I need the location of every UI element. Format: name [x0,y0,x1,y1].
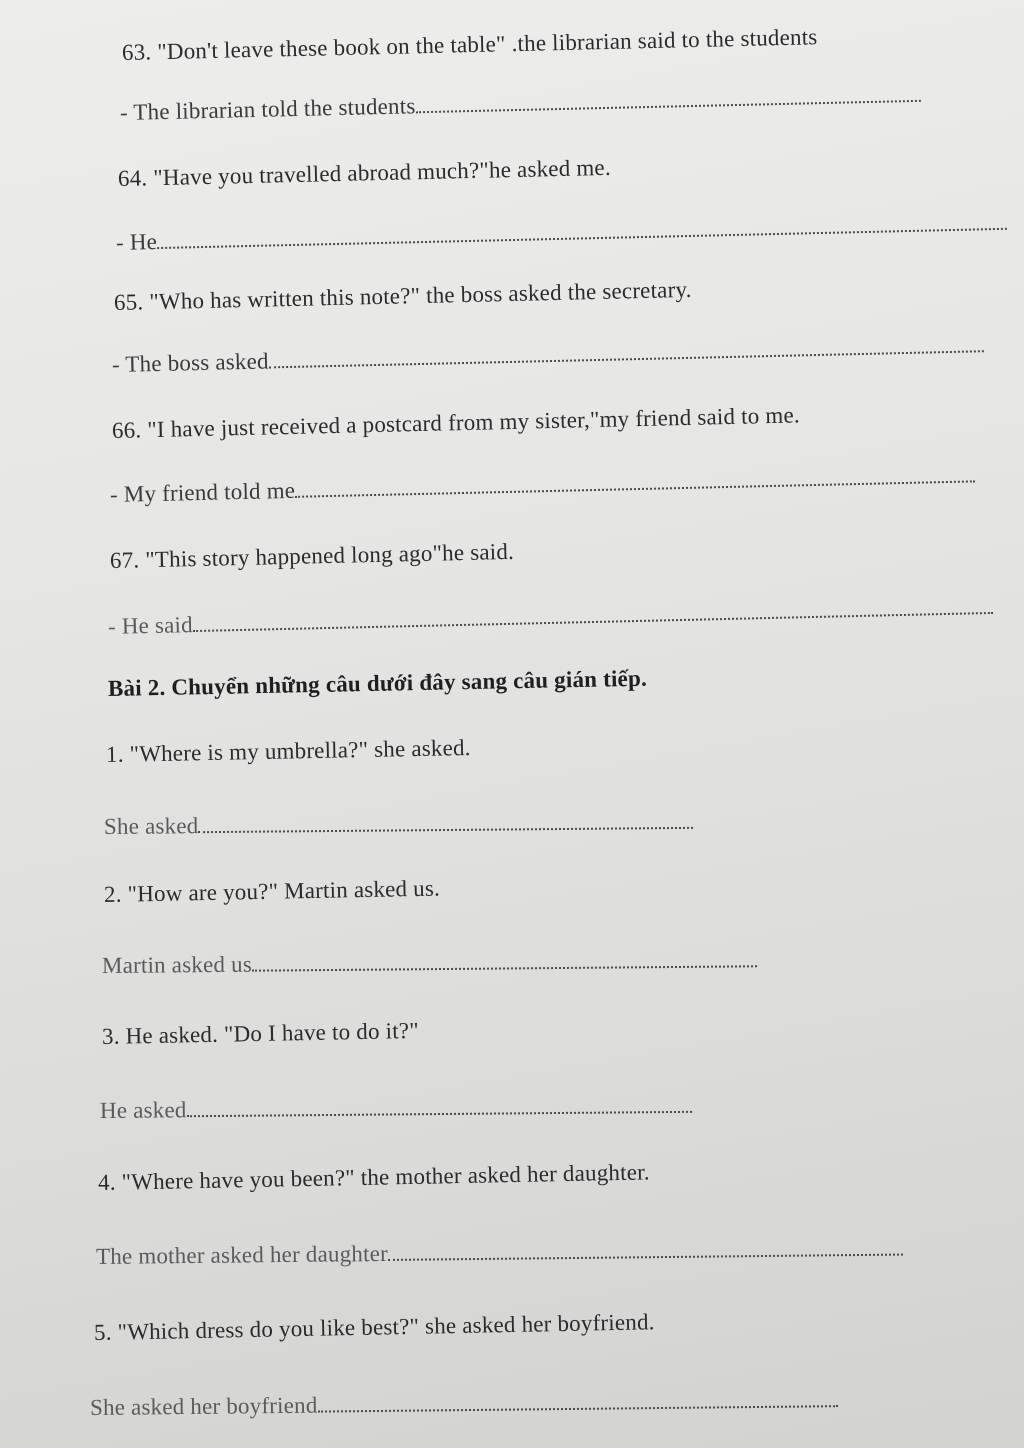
answer-line-2 [102,947,757,979]
answer-blank[interactable] [388,1250,903,1261]
answer-line-3 [100,1093,692,1124]
question-text: "How are you?" Martin asked us. [127,875,441,907]
answer-prefix: The mother asked her daughter [95,1240,389,1269]
question-number: 65. [113,289,144,315]
answer-prefix: - He said [107,612,194,639]
answer-line-63 [120,82,921,126]
answer-blank[interactable] [198,823,693,833]
question-1 [106,735,471,768]
answer-prefix: Martin asked us [101,951,253,978]
answer-line-5 [90,1387,838,1421]
answer-prefix: - The librarian told the students [119,93,416,125]
question-number: 64. [117,165,148,191]
question-text: "Which dress do you like best?" she asked her boyfriend. [117,1309,655,1345]
question-4 [98,1159,650,1196]
question-number: 4. [97,1169,116,1195]
question-text: "Where is my umbrella?" she asked. [129,735,471,767]
answer-blank[interactable] [318,1401,838,1412]
question-text: "I have just received a postcard from my sister,"my friend said to me. [147,402,801,443]
answer-line-65 [112,332,984,378]
question-number: 1. [105,741,124,767]
answer-prefix: - The boss asked [111,348,269,377]
answer-prefix: She asked her boyfriend [89,1392,318,1420]
answer-prefix: She asked [103,813,199,839]
question-number: 63. [121,39,152,65]
question-text: He asked. "Do I have to do it?" [125,1017,420,1049]
answer-line-64 [116,210,1007,256]
question-67 [110,539,515,574]
question-65 [114,277,692,316]
question-66 [112,402,800,444]
question-number: 66. [111,417,142,443]
question-text: "Where have you been?" the mother asked her daughter. [121,1159,650,1195]
question-number: 67. [109,547,140,573]
question-3 [102,1018,419,1050]
answer-prefix: He asked [99,1097,187,1123]
question-63 [122,24,818,66]
question-2 [104,876,440,908]
question-text: "Don't leave these book on the table" .the librarian said to the students [157,24,818,65]
answer-blank[interactable] [415,96,920,113]
question-number: 3. [101,1023,120,1049]
answer-line-66 [110,462,976,508]
answer-prefix: - My friend told me [109,477,296,507]
section-heading-text: Bài 2. Chuyển những câu dưới đây sang câu gián tiếp. [107,665,648,701]
answer-line-1 [104,809,694,840]
question-64 [118,155,611,192]
answer-blank[interactable] [193,608,993,632]
answer-line-4 [96,1236,903,1270]
answer-blank[interactable] [269,346,984,368]
question-text: "This story happened long ago"he said. [145,538,515,573]
answer-line-67 [108,594,993,640]
answer-blank[interactable] [157,224,1007,249]
question-number: 5. [93,1319,112,1345]
question-number: 2. [103,881,122,907]
question-text: "Have you travelled abroad much?"he asked me. [153,154,612,191]
answer-prefix: - He [115,229,158,255]
question-5 [94,1309,655,1346]
answer-blank[interactable] [252,961,757,971]
answer-blank[interactable] [295,476,975,497]
answer-blank[interactable] [187,1107,692,1117]
section-heading [108,666,647,702]
question-text: "Who has written this note?" the boss asked the secretary. [149,276,692,315]
